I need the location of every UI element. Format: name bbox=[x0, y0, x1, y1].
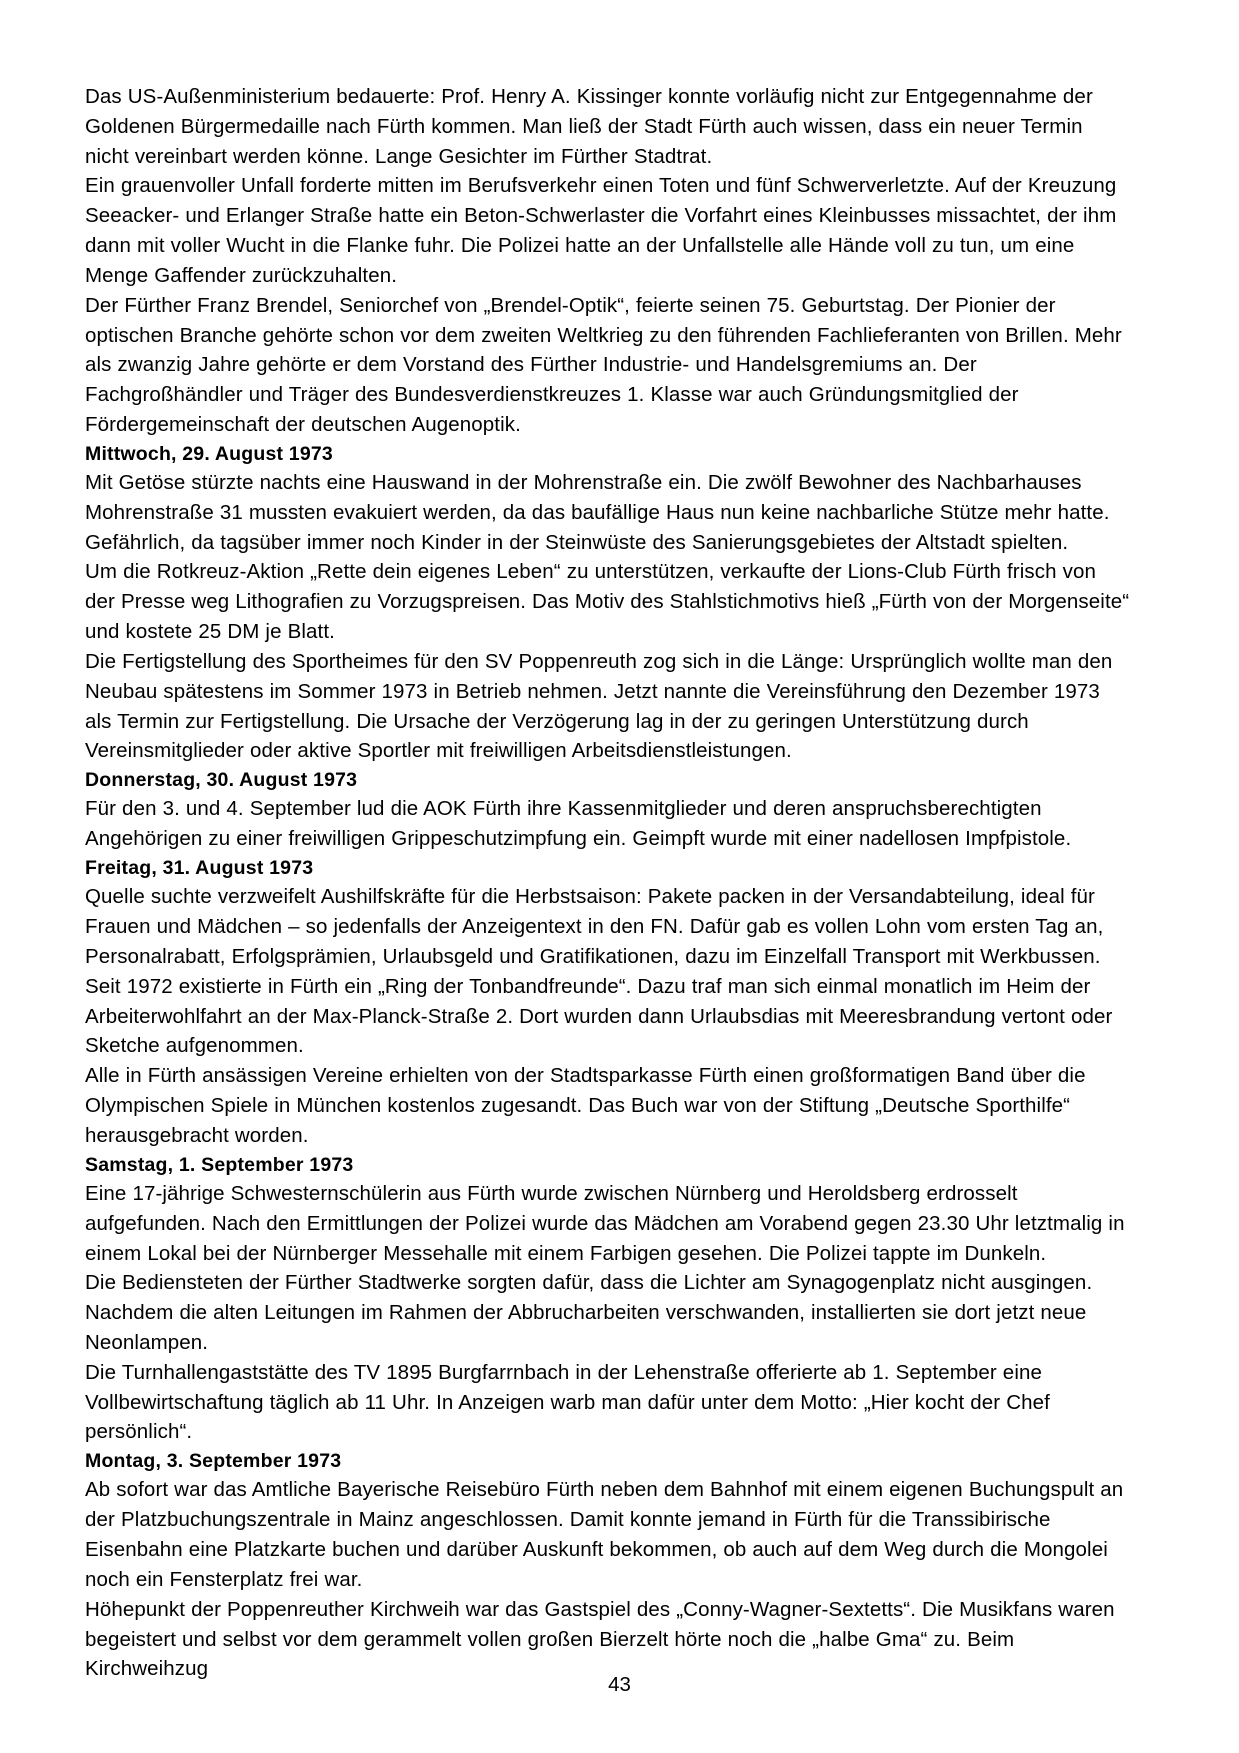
paragraph-synagogenplatz-neonlampen: Die Bediensteten der Fürther Stadtwerke sorgten dafür, dass die Lichter am Synagogenplatz nicht ausgingen. Nachdem die alten Leitungen im Rahmen der Abbrucharbeiten verschwanden, installierten sie dort jetzt neue Neonlampen. bbox=[85, 1271, 1093, 1354]
heading-mittwoch-29-august-1973: Mittwoch, 29. August 1973 bbox=[85, 442, 333, 465]
heading-freitag-31-august-1973: Freitag, 31. August 1973 bbox=[85, 857, 314, 880]
heading-donnerstag-30-august-1973: Donnerstag, 30. August 1973 bbox=[85, 769, 358, 792]
paragraph-brendel: Der Fürther Franz Brendel, Seniorchef von „Brendel-Optik“, feierte seinen 75. Geburtstag. Der Pionier der optischen Branche gehörte schon vor dem zweiten Weltkrieg zu den führenden Fachlieferanten von Brillen. Mehr als zwanzig Jahre gehörte er dem Vorstand des Fürther Industrie- und Handelsgremiums an. Der Fachgroßhändler und Träger des Bundesverdienstkreuzes 1. Klasse war auch Gründungsmitglied der Fördergemeinschaft der deutschen Augenoptik. bbox=[85, 293, 1122, 436]
heading-montag-3-september-1973: Montag, 3. September 1973 bbox=[85, 1450, 342, 1473]
paragraph-reisebuero-transsibirische: Ab sofort war das Amtliche Bayerische Reisebüro Fürth neben dem Bahnhof mit einem eigenen Buchungspult an der Platzbuchungszentrale in Mainz angeschlossen. Damit konnte jemand in Fürth für die Transsibirische Eisenbahn eine Platzkarte buchen und darüber Auskunft bekommen, ob auch auf dem Weg durch die Mongolei noch ein Fensterplatz frei war. bbox=[85, 1478, 1124, 1591]
paragraph-sportheim-poppenreuth: Die Fertigstellung des Sportheimes für den SV Poppenreuth zog sich in die Länge: Ursprünglich wollte man den Neubau spätestens im Sommer 1973 in Betrieb nehmen. Jetzt nannte die Vereinsführung den Dezember 1973 als Termin zur Fertigstellung. Die Ursache der Verzögerung lag in der zu geringen Unterstützung durch Vereinsmitglieder oder aktive Sportler mit freiwilligen Arbeitsdienstleistungen. bbox=[85, 649, 1113, 763]
paragraph-stadtsparkasse-olympia-band: Alle in Fürth ansässigen Vereine erhielten von der Stadtsparkasse Fürth einen großformatigen Band über die Olympischen Spiele in München kostenlos zugesandt. Das Buch war von der Stiftung „Deutsche Sporthilfe“ herausgebracht worden. bbox=[85, 1064, 1086, 1147]
paragraph-schwesternschuelerin: Eine 17-jährige Schwesternschülerin aus Fürth wurde zwischen Nürnberg und Heroldsberg erdrosselt aufgefunden. Nach den Ermittlungen der Polizei wurde das Mädchen am Vorabend gegen 23.30 Uhr letztmalig in einem Lokal bei der Nürnberger Messehalle mit einem Farbigen gesehen. Die Polizei tappte im Dunkeln. bbox=[85, 1181, 1125, 1265]
paragraph-poppenreuther-kirchweih: Höhepunkt der Poppenreuther Kirchweih war das Gastspiel des „Conny-Wagner-Sextetts“. Die Musikfans waren begeistert und selbst vor dem gerammelt vollen großen Bierzelt hörte noch die „halbe Gma“ zu. Beim Kirchweihzug bbox=[85, 1597, 1115, 1681]
page-content bbox=[85, 82, 1131, 1684]
paragraph-ring-der-tonbandfreunde: Seit 1972 existierte in Fürth ein „Ring der Tonbandfreunde“. Dazu traf man sich einmal monatlich im Heim der Arbeiterwohlfahrt an der Max-Planck-Straße 2. Dort wurden dann Urlaubsdias mit Meeresbrandung vertont oder Sketche aufgenommen. bbox=[85, 974, 1113, 1058]
heading-samstag-1-september-1973: Samstag, 1. September 1973 bbox=[85, 1153, 354, 1176]
paragraph-kissinger: Das US-Außenministerium bedauerte: Prof. Henry A. Kissinger konnte vorläufig nicht zur Entgegennahme der Goldenen Bürgermedaille nach Fürth kommen. Man ließ der Stadt Fürth auch wissen, dass ein neuer Termin nicht vereinbart werden könne. Lange Gesichter im Fürther Stadtrat. bbox=[85, 85, 1093, 168]
paragraph-hauswand: Mit Getöse stürzte nachts eine Hauswand in der Mohrenstraße ein. Die zwölf Bewohner des Nachbarhauses Mohrenstraße 31 mussten evakuiert werden, da das baufällige Haus nun keine nachbarliche Stütze mehr hatte. Gefährlich, da tagsüber immer noch Kinder in der Steinwüste des Sanierungsgebietes der Altstadt spielten. bbox=[85, 471, 1110, 554]
paragraph-quelle-aushilfskraefte: Quelle suchte verzweifelt Aushilfskräfte für die Herbstsaison: Pakete packen in der Versandabteilung, ideal für Frauen und Mädchen – so jedenfalls der Anzeigentext in den FN. Dafür gab es vollen Lohn vom ersten Tag an, Personalrabatt, Erfolgsprämien, Urlaubsgeld und Gratifikationen, dazu im Einzelfall Transport mit Werkbussen. bbox=[85, 885, 1104, 968]
paragraph-unfall: Ein grauenvoller Unfall forderte mitten im Berufsverkehr einen Toten und fünf Schwerverletzte. Auf der Kreuzung Seeacker- und Erlanger Straße hatte ein Beton-Schwerlaster die Vorfahrt eines Kleinbusses missachtet, der ihm dann mit voller Wucht in die Flanke fuhr. Die Polizei hatte an der Unfallstelle alle Hände voll zu tun, um eine Menge Gaffender zurückzuhalten. bbox=[85, 174, 1117, 287]
paragraph-aok-grippeschutzimpfung: Für den 3. und 4. September lud die AOK Fürth ihre Kassenmitglieder und deren anspruchsberechtigten Angehörigen zu einer freiwilligen Grippeschutzimpfung ein. Geimpft wurde mit einer nadellosen Impfpistole. bbox=[85, 797, 1072, 851]
paragraph-rotkreuz-aktion: Um die Rotkreuz-Aktion „Rette dein eigenes Leben“ zu unterstützen, verkaufte der Lions-Club Fürth frisch von der Presse weg Lithografien zu Vorzugspreisen. Das Motiv des Stahlstichmotivs hieß „Fürth von der Morgenseite“ und kostete 25 DM je Blatt. bbox=[85, 560, 1130, 644]
paragraph-turnhallengaststaette: Die Turnhallengaststätte des TV 1895 Burgfarrnbach in der Lehenstraße offerierte ab 1. September eine Vollbewirtschaftung täglich ab 11 Uhr. In Anzeigen warb man dafür unter dem Motto: „Hier kocht der Chef persönlich“. bbox=[85, 1360, 1050, 1444]
page-number: 43 bbox=[608, 1672, 631, 1696]
